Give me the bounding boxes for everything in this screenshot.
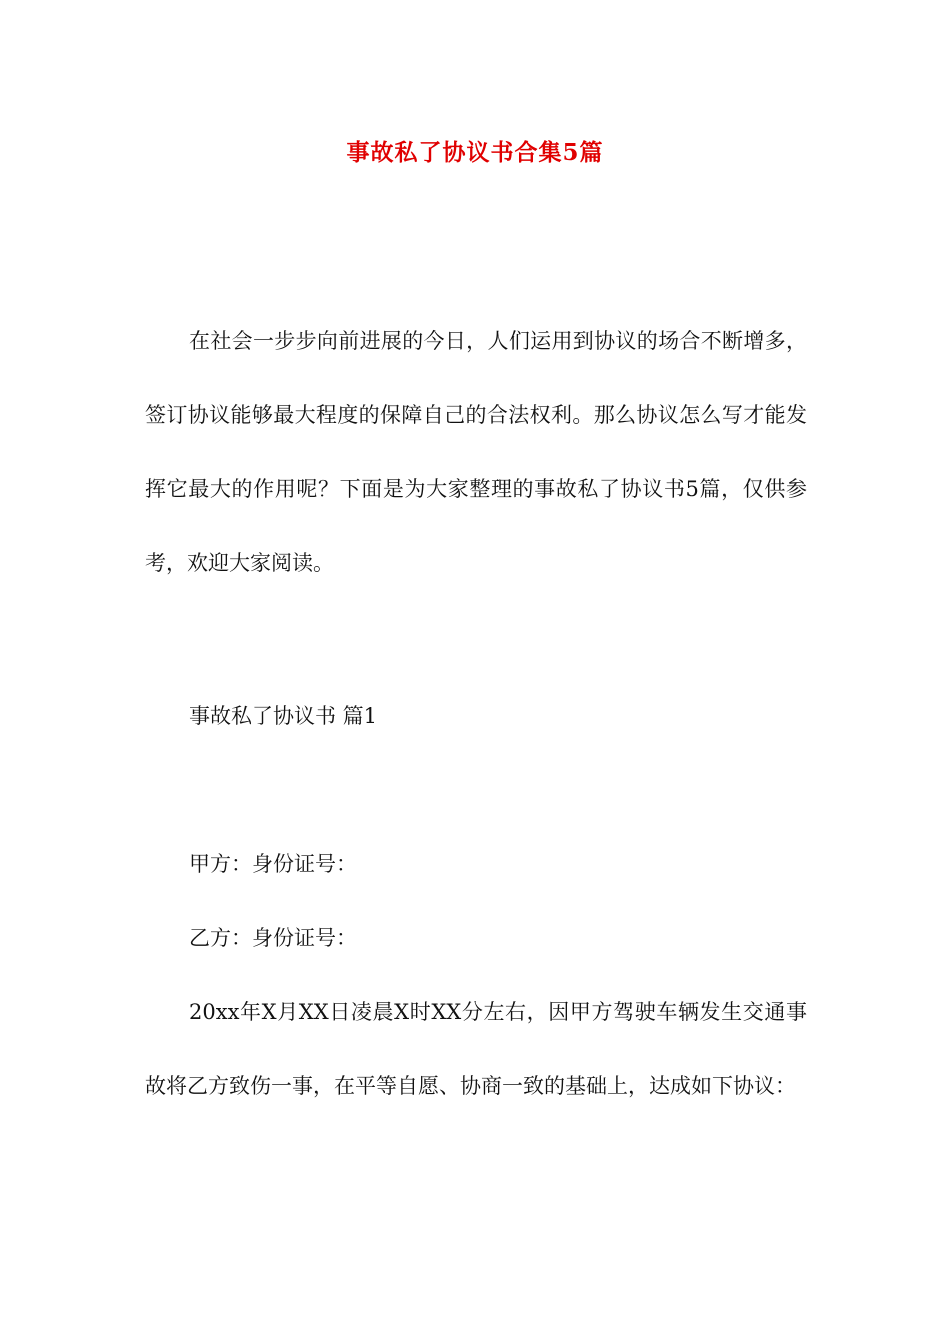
section-heading: 事故私了协议书 篇1 [189, 704, 378, 728]
agreement-paragraph: 20xx年X月XX日凌晨X时XX分左右，因甲方驾驶车辆发生交通事故将乙方致伤一事，在平等自愿、协商一致的基础上，达成如下协议： [145, 1000, 807, 1098]
document-title: 事故私了协议书合集5篇 [346, 139, 604, 166]
party-b-line: 乙方：身份证号： [189, 926, 357, 950]
intro-paragraph: 在社会一步步向前进展的今日，人们运用到协议的场合不断增多，签订协议能够最大程度的保障自己的合法权利。那么协议怎么写才能发挥它最大的作用呢？下面是为大家整理的事故私了协议书5篇，仅供参考，欢迎大家阅读。 [145, 329, 807, 575]
party-a-line: 甲方：身份证号： [189, 852, 357, 876]
